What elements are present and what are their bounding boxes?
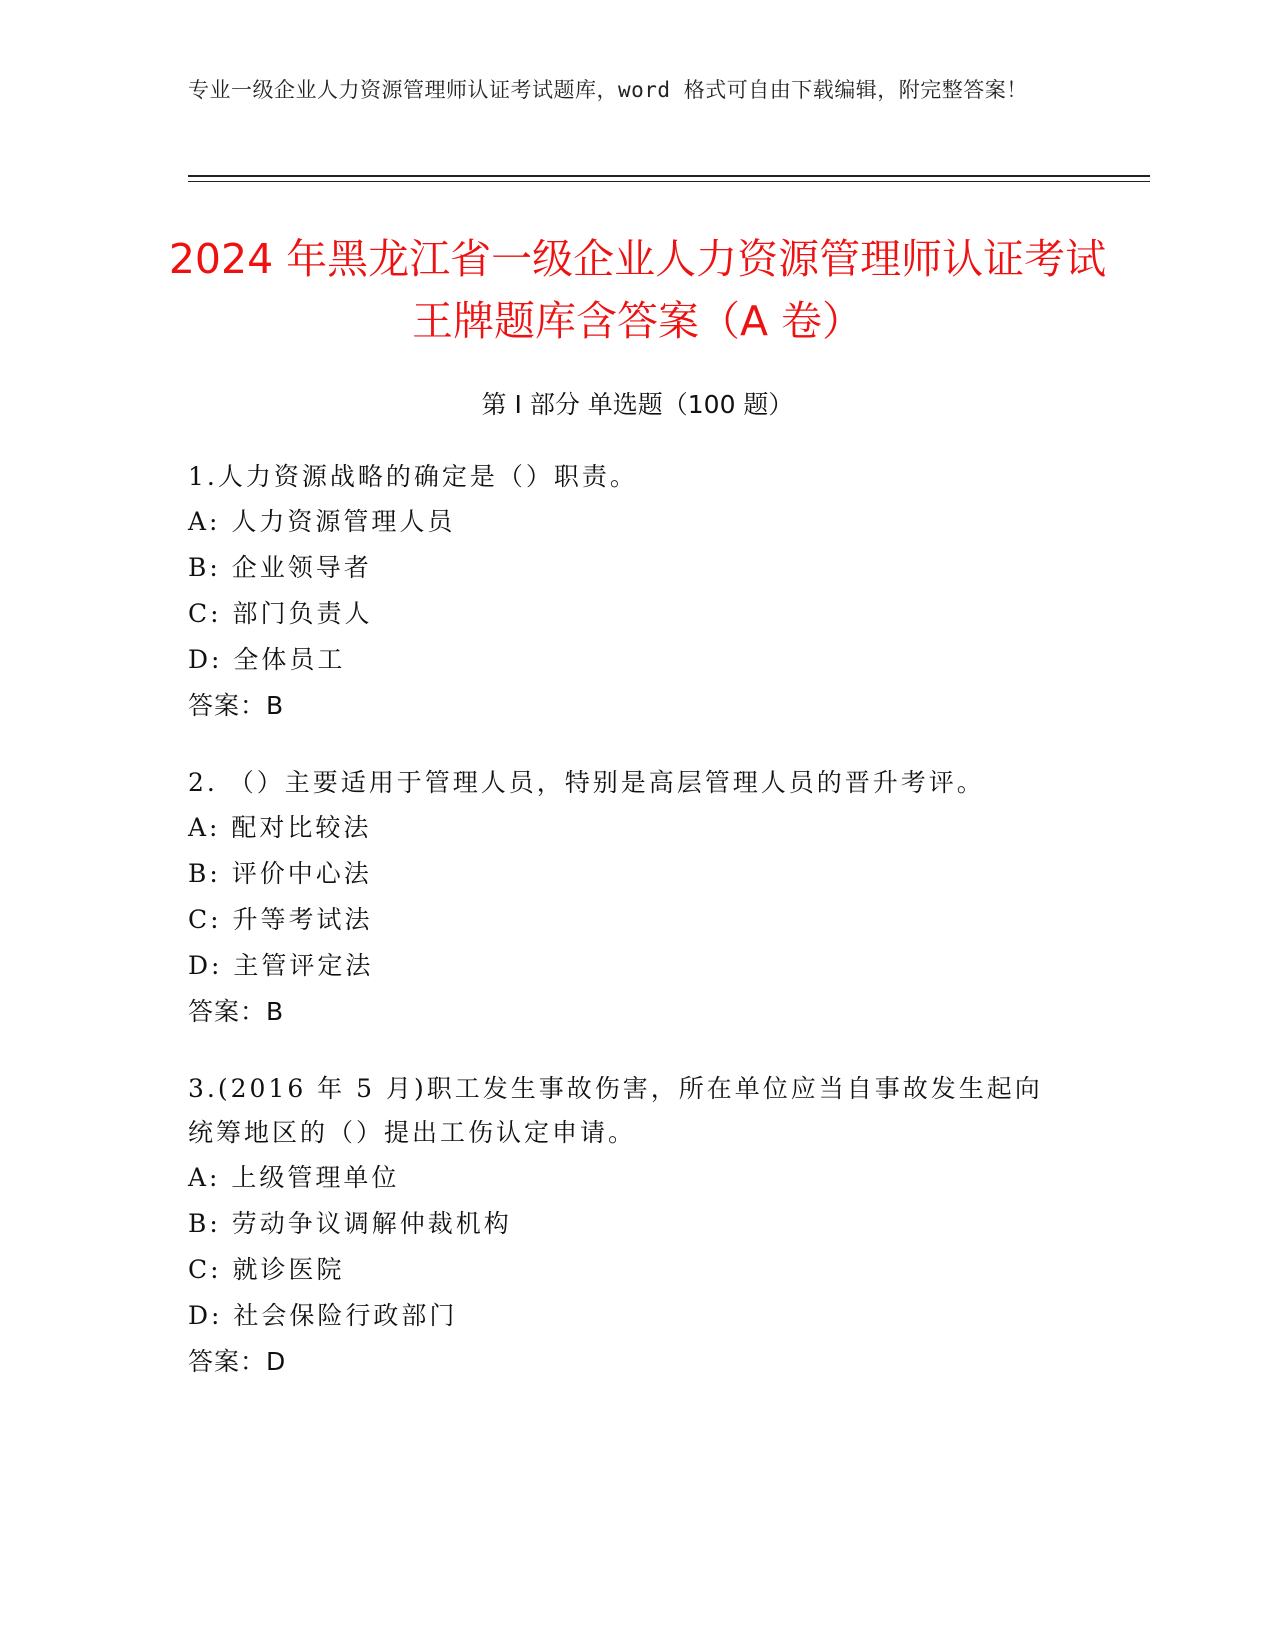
question-stem: 2. （）主要适用于管理人员，特别是高层管理人员的晋升考评。 <box>188 768 985 797</box>
option-b: B: 企业领导者 <box>188 553 372 582</box>
header-note: 专业一级企业人力资源管理师认证考试题库，word 格式可自由下载编辑，附完整答案！ <box>188 78 1028 102</box>
option-a: A: 上级管理单位 <box>188 1163 400 1192</box>
option-d: D: 社会保险行政部门 <box>188 1301 458 1330</box>
header-divider-thick <box>188 175 1150 177</box>
option-a: A: 配对比较法 <box>188 813 372 842</box>
header-divider-thin <box>188 181 1150 182</box>
option-d: D: 全体员工 <box>188 645 346 674</box>
question-1 <box>188 455 1088 729</box>
option-a: A: 人力资源管理人员 <box>188 507 456 536</box>
question-stem: 3.(2016 年 5 月)职工发生事故伤害，所在单位应当自事故发生起向统筹地区的（）提出工伤认定申请。 <box>188 1074 1043 1147</box>
option-b: B: 评价中心法 <box>188 859 372 888</box>
option-c: C: 部门负责人 <box>188 599 373 628</box>
section-title: 第 I 部分 单选题（100 题） <box>481 390 794 419</box>
question-2 <box>188 761 1088 1035</box>
question-stem: 1.人力资源战略的确定是（）职责。 <box>188 462 638 491</box>
answer: 答案：B <box>188 997 285 1026</box>
answer: 答案：B <box>188 691 285 720</box>
option-c: C: 就诊医院 <box>188 1255 345 1284</box>
answer: 答案：D <box>188 1347 287 1376</box>
option-b: B: 劳动争议调解仲裁机构 <box>188 1209 512 1238</box>
option-c: C: 升等考试法 <box>188 905 373 934</box>
question-3 <box>188 1067 1058 1385</box>
document-title: 2024 年黑龙江省一级企业人力资源管理师认证考试王牌题库含答案（A 卷） <box>168 235 1107 345</box>
option-d: D: 主管评定法 <box>188 951 374 980</box>
